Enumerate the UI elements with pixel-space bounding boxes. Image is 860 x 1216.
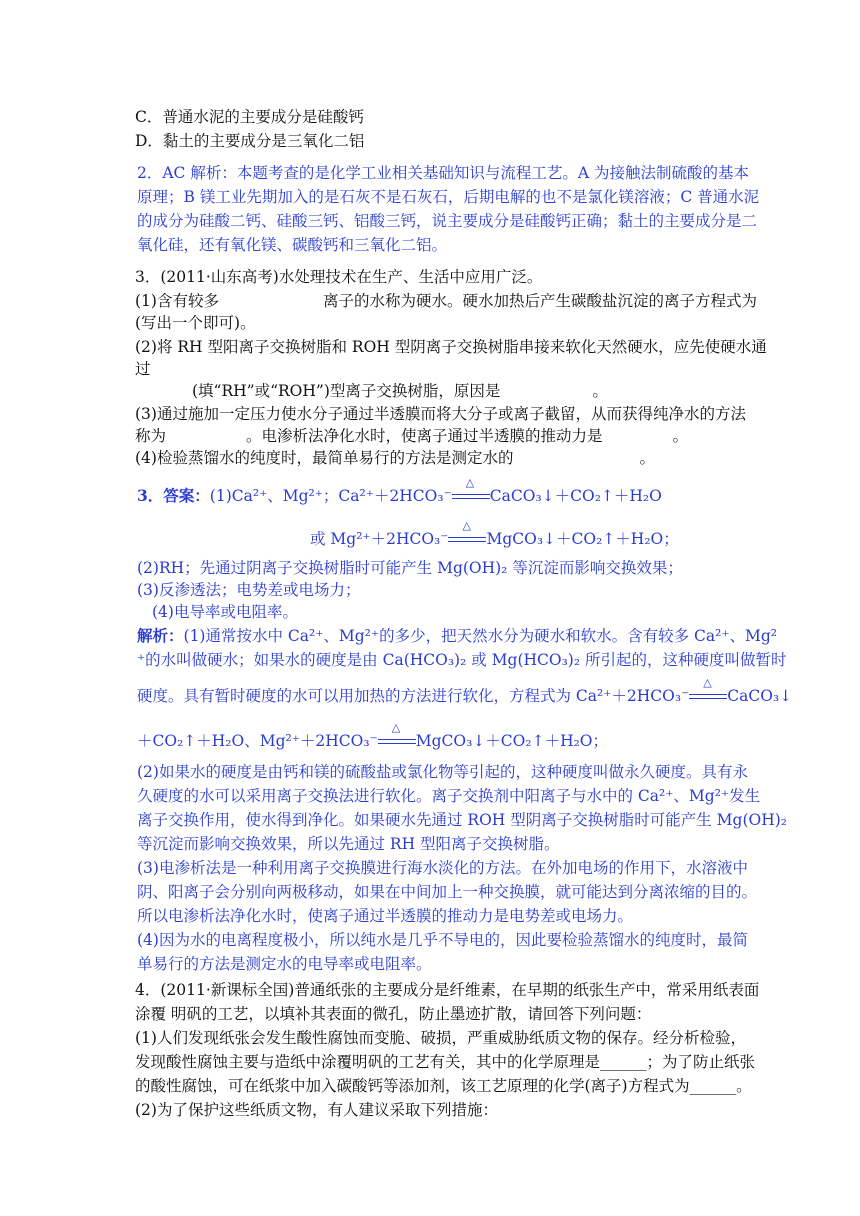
- q2-analysis-line-2: 原理；B 镁工业先期加入的是石灰不是石灰石，后期电解的也不是氯化镁溶液；C 普通水泥: [137, 188, 760, 206]
- q2-analysis-line-1: 2．AC 解析：本题考查的是化学工业相关基础知识与流程工艺。A 为接触法制硫酸的基本: [137, 164, 749, 182]
- q3-p1-c: (写出一个即可)。: [135, 314, 256, 332]
- q3-explain-3c: 所以电渗析法净化水时，使离子通过半透膜的推动力是电势差或电场力。: [137, 907, 634, 925]
- q2-analysis-line-4: 氧化硅，还有氧化镁、碳酸钙和三氧化二铝。: [137, 236, 448, 254]
- explain-1c-product: CaCO₃↓: [727, 687, 793, 705]
- explain-label: 解析：: [137, 626, 184, 645]
- q3-p3-b: 称为: [135, 427, 167, 445]
- q3-p1-a: (1)含有较多: [135, 292, 219, 310]
- heating-arrow-icon: [689, 676, 727, 707]
- q3-answer-1: [137, 476, 662, 507]
- q3-explain-1c: [137, 676, 793, 707]
- q3-answer-2: (2)RH；先通过阴离子交换树脂时可能产生 Mg(OH)₂ 等沉淀而影响交换效果；: [137, 559, 683, 577]
- q3-p3-a: (3)通过施加一定压力使水分子通过半透膜而将大分子或离子截留，从而获得纯净水的方法: [135, 405, 746, 423]
- q3-answer-3: (3)反渗透法；电势差或电场力；: [137, 581, 361, 599]
- option-c: C．普通水泥的主要成分是硅酸钙: [135, 108, 364, 126]
- q3-p4-b: 。: [639, 449, 655, 467]
- q3-p2-c: (填“RH”或“ROH”)型离子交换树脂，原因是: [192, 382, 501, 400]
- answer-label: 3．答案：: [137, 486, 210, 505]
- delta-icon: △: [391, 721, 401, 734]
- q3-answer-1b: [310, 519, 679, 550]
- q2-analysis-line-3: 的成分为硅酸二钙、硅酸三钙、铝酸三钙，说主要成分是硅酸钙正确；黏土的主要成分是二: [137, 212, 758, 230]
- q3-p2-d: 。: [592, 382, 608, 400]
- q3-part-3-b: [135, 426, 688, 446]
- option-d: D．黏土的主要成分是三氧化二铝: [135, 132, 365, 150]
- q3-p2-b: 过: [135, 360, 151, 378]
- answer-1b-product: MgCO₃↓＋CO₂↑＋H₂O；: [486, 530, 679, 548]
- answer-1-text: (1)Ca²⁺、Mg²⁺；Ca²⁺＋2HCO₃⁻: [209, 487, 452, 505]
- q3-explain-3a: (3)电渗析法是一种利用离子交换膜进行海水淡化的方法。在外加电场的作用下，水溶液中: [137, 859, 748, 877]
- explain-1d-text: ＋CO₂↑＋H₂O、Mg²⁺＋2HCO₃⁻: [137, 732, 378, 750]
- delta-icon: △: [465, 476, 475, 489]
- q4-p1-a: (1)人们发现纸张会发生酸性腐蚀而变脆、破损，严重威胁纸质文物的保存。经分析检验，: [135, 1029, 746, 1047]
- q4-p2-a: (2)为了保护这些纸质文物，有人建议采取下列措施：: [135, 1101, 498, 1119]
- q3-explain-1d: [137, 721, 609, 752]
- heating-arrow-icon: [378, 721, 416, 752]
- q3-explain-4b: 单易行的方法是测定水的电导率或电阻率。: [137, 955, 432, 973]
- heating-arrow-icon: [448, 519, 486, 550]
- q3-explain-2c: 离子交换作用，使水得到净化。如果硬水先通过 ROH 型阴离子交换树脂时可能产生 Mg(OH)₂: [137, 811, 788, 829]
- q3-part-1: [135, 291, 757, 311]
- answer-1-product: CaCO₃↓＋CO₂↑＋H₂O: [489, 487, 662, 505]
- q3-p1-b: 离子的水称为硬水。硬水加热后产生碳酸盐沉淀的离子方程式为: [322, 292, 757, 310]
- q3-explain-1a: [137, 626, 777, 646]
- q3-explain-2d: 等沉淀而影响交换效果，所以先通过 RH 型阳离子交换树脂。: [137, 835, 560, 853]
- q3-explain-2a: (2)如果水的硬度是由钙和镁的硫酸盐或氯化物等引起的，这种硬度叫做永久硬度。具有永: [137, 763, 748, 781]
- q3-part-2-c: [192, 381, 608, 401]
- answer-1b-text: 或 Mg²⁺＋2HCO₃⁻: [310, 530, 449, 548]
- q4-p1-c: 的酸性腐蚀，可在纸浆中加入碳酸钙等添加剂，该工艺原理的化学(离子)方程式为______。: [135, 1077, 752, 1095]
- q3-answer-4: (4)电导率或电阻率。: [152, 603, 298, 621]
- q3-explain-4a: (4)因为水的电离程度极小，所以纯水是几乎不导电的，因此要检验蒸馏水的纯度时，最简: [137, 931, 748, 949]
- q3-explain-1b: ⁺的水叫做硬水；如果水的硬度是由 Ca(HCO₃)₂ 或 Mg(HCO₃)₂ 所引起的，这种硬度叫做暂时: [137, 651, 787, 669]
- q3-p3-d: 。: [672, 427, 689, 445]
- q3-p2-a: (2)将 RH 型阳离子交换树脂和 ROH 型阴离子交换树脂串接来软化天然硬水，应先使硬水通: [135, 338, 767, 356]
- q3-stem: 3．(2011·山东高考)水处理技术在生产、生活中应用广泛。: [135, 268, 543, 286]
- q3-explain-2b: 久硬度的水可以采用离子交换法进行软化。离子交换剂中阳离子与水中的 Ca²⁺、Mg²⁺发生: [137, 787, 761, 805]
- heating-arrow-icon: [452, 476, 490, 507]
- q3-p4-a: (4)检验蒸馏水的纯度时，最简单易行的方法是测定水的: [135, 449, 514, 467]
- q3-p3-c: 。电渗析法净化水时，使离子通过半透膜的推动力是: [246, 427, 603, 445]
- q3-part-4: [135, 448, 655, 468]
- delta-icon: △: [703, 676, 712, 689]
- q3-explain-3b: 阴、阳离子会分别向两极移动，如果在中间加上一种交换膜，就可能达到分离浓缩的目的。: [137, 883, 758, 901]
- q4-stem-2: 涂覆 明矾的工艺，以填补其表面的微孔，防止墨迹扩散，请回答下列问题：: [135, 1005, 652, 1023]
- delta-icon: △: [462, 519, 471, 532]
- q4-p1-b: 发现酸性腐蚀主要与造纸中涂覆明矾的工艺有关，其中的化学原理是______；为了防止纸张: [135, 1053, 756, 1071]
- q4-stem-1: 4．(2011·新课标全国)普通纸张的主要成分是纤维素，在早期的纸张生产中，常采用纸表面: [135, 981, 760, 999]
- explain-1d-product: MgCO₃↓＋CO₂↑＋H₂O；: [415, 732, 609, 750]
- explain-1a-text: (1)通常按水中 Ca²⁺、Mg²⁺的多少，把天然水分为硬水和软水。含有较多 Ca²⁺、Mg²: [183, 627, 778, 645]
- explain-1c-text: 硬度。具有暂时硬度的水可以用加热的方法进行软化，方程式为 Ca²⁺＋2HCO₃⁻: [137, 687, 690, 705]
